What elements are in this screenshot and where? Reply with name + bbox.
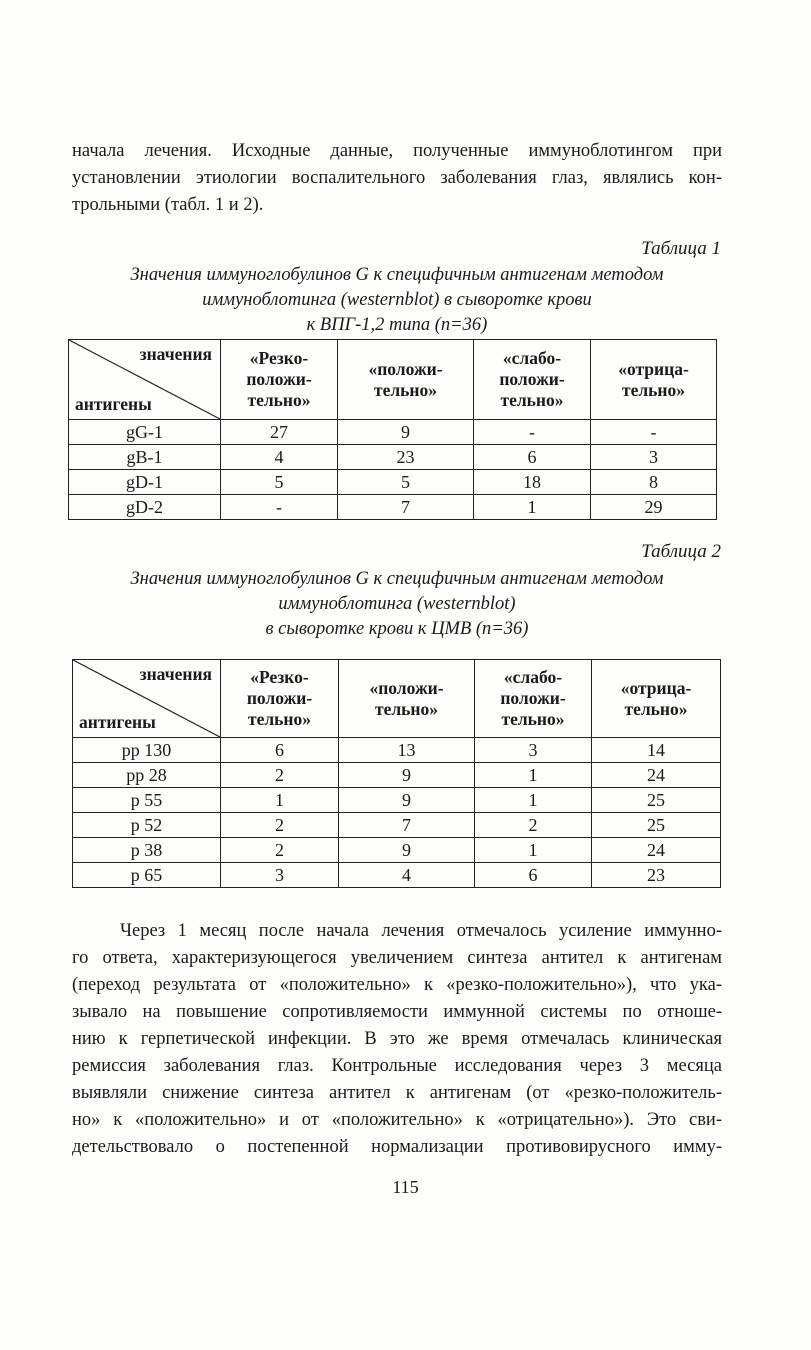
column-header-line: «слабо- <box>502 348 562 368</box>
column-header-line: тельно» <box>374 698 439 719</box>
table1 <box>68 339 717 520</box>
table-cell: gB-1 <box>69 445 221 470</box>
table-cell: 5 <box>221 470 338 495</box>
table-cell: 8 <box>591 470 717 495</box>
body-line: ремиссия заболевания глаз. Контрольные исследования через 3 месяца <box>72 1056 722 1076</box>
table-row <box>73 763 721 788</box>
table-row <box>73 838 721 863</box>
table-cell: 2 <box>221 763 339 788</box>
table-cell: 18 <box>474 470 591 495</box>
column-header <box>474 340 591 420</box>
table-cell: 6 <box>474 445 591 470</box>
caption-line: иммуноблотинга (westernblot) <box>278 594 516 614</box>
table-cell: 1 <box>475 763 592 788</box>
body-line: Через 1 месяц после начала лечения отмечалось усиление иммунно- <box>120 921 722 941</box>
table-cell: gD-1 <box>69 470 221 495</box>
table-cell: pp 130 <box>73 738 221 763</box>
table-cell: 25 <box>592 788 721 813</box>
table-cell: 7 <box>338 495 474 520</box>
table-cell: - <box>591 420 717 445</box>
table2 <box>72 659 721 888</box>
table-cell: 5 <box>338 470 474 495</box>
table-cell: 1 <box>474 495 591 520</box>
column-header-line: «Резко- <box>249 348 309 368</box>
table-row <box>69 420 717 445</box>
table-cell: 9 <box>339 763 475 788</box>
intro-paragraph <box>72 138 722 219</box>
column-header <box>592 660 721 738</box>
intro-line: трольными (табл. 1 и 2). <box>72 195 264 215</box>
column-header-line: тельно» <box>621 379 686 400</box>
table-cell: 2 <box>221 838 339 863</box>
intro-line: установлении этиологии воспалительного заболевания глаз, являлись кон- <box>72 168 722 188</box>
table-cell: 13 <box>339 738 475 763</box>
column-header-line: положи- <box>499 369 565 389</box>
table1-corner-header <box>69 340 221 420</box>
column-header-line: положи- <box>246 369 312 389</box>
table-cell: 6 <box>221 738 339 763</box>
table-cell: 23 <box>338 445 474 470</box>
table-cell: 24 <box>592 838 721 863</box>
column-header-line: тельно» <box>500 390 564 410</box>
intro-line: начала лечения. Исходные данные, полученные иммуноблотингом при <box>72 141 722 161</box>
table-cell: 25 <box>592 813 721 838</box>
table-cell: p 65 <box>73 863 221 888</box>
table1-caption <box>72 263 722 338</box>
table-row <box>73 813 721 838</box>
column-header <box>338 340 474 420</box>
table-cell: p 55 <box>73 788 221 813</box>
table2-caption <box>72 567 722 642</box>
column-header <box>591 340 717 420</box>
body-paragraph <box>72 918 722 1161</box>
column-header-line: «положи- <box>368 358 443 379</box>
table-cell: 1 <box>475 788 592 813</box>
column-header-line: положи- <box>500 688 566 708</box>
table-cell: 4 <box>221 445 338 470</box>
caption-line: Значения иммуноглобулинов G к специфичным антигенам методом <box>130 265 664 285</box>
table-cell: 29 <box>591 495 717 520</box>
table-row <box>69 495 717 520</box>
page-number: 115 <box>392 1177 419 1197</box>
caption-line: в сыворотке крови к ЦМВ (n=36) <box>265 619 529 639</box>
table-row <box>69 445 717 470</box>
table-cell: 27 <box>221 420 338 445</box>
table-cell: gD-2 <box>69 495 221 520</box>
body-line: но» к «положительно» и от «положительно» к «отрицательно»). Это сви- <box>72 1110 722 1130</box>
column-header-line: тельно» <box>247 709 312 729</box>
table2-corner-header <box>73 660 221 738</box>
column-header-line: положи- <box>246 688 313 708</box>
table-cell: 2 <box>475 813 592 838</box>
table-cell: 14 <box>592 738 721 763</box>
column-header-line: тельно» <box>373 379 438 400</box>
column-header-line: «положи- <box>369 677 444 698</box>
table-cell: 6 <box>475 863 592 888</box>
table-cell: p 52 <box>73 813 221 838</box>
table-cell: pp 28 <box>73 763 221 788</box>
caption-line: к ВПГ-1,2 типа (n=36) <box>306 315 488 335</box>
corner-bottom-label: антигены <box>75 394 152 414</box>
table-cell: 7 <box>339 813 475 838</box>
table-cell: gG-1 <box>69 420 221 445</box>
table-cell: 1 <box>475 838 592 863</box>
body-line: выявляли снижение синтеза антител к антигенам (от «резко-положитель- <box>72 1083 722 1103</box>
body-line: детельствовало о постепенной нормализации противовирусного имму- <box>72 1137 722 1157</box>
table-cell: 9 <box>339 788 475 813</box>
body-line: зывало на повышение сопротивляемости иммунной системы по отноше- <box>72 1002 722 1022</box>
table-cell: p 38 <box>73 838 221 863</box>
body-line: (переход результата от «положительно» к «резко-положительно»), что ука- <box>72 975 722 995</box>
caption-line: иммуноблотинга (westernblot) в сыворотке крови <box>202 290 592 310</box>
table-row <box>73 738 721 763</box>
table1-label: Таблица 1 <box>641 238 721 259</box>
table-cell: 23 <box>592 863 721 888</box>
body-line: нию к герпетической инфекции. В это же время отмечалась клиническая <box>72 1029 722 1049</box>
table-cell: - <box>474 420 591 445</box>
table-cell: - <box>221 495 338 520</box>
table-cell: 24 <box>592 763 721 788</box>
table2-label: Таблица 2 <box>641 541 721 562</box>
caption-line: Значения иммуноглобулинов G к специфичным антигенам методом <box>130 569 664 589</box>
column-header-line: тельно» <box>501 709 565 729</box>
column-header-line: «отрица- <box>620 677 692 698</box>
table-cell: 3 <box>221 863 339 888</box>
table-cell: 1 <box>221 788 339 813</box>
column-header-line: тельно» <box>624 698 688 719</box>
corner-top-label: значения <box>139 664 212 684</box>
column-header-line: «отрица- <box>618 358 689 379</box>
column-header <box>475 660 592 738</box>
table-row <box>69 470 717 495</box>
column-header <box>221 340 338 420</box>
table-cell: 2 <box>221 813 339 838</box>
corner-top-label: значения <box>139 344 212 364</box>
table-cell: 9 <box>339 838 475 863</box>
table-cell: 3 <box>591 445 717 470</box>
column-header <box>221 660 339 738</box>
table-cell: 9 <box>338 420 474 445</box>
corner-bottom-label: антигены <box>79 712 156 732</box>
body-line: го ответа, характеризующегося увеличением синтеза антител к антигенам <box>72 948 722 968</box>
table-cell: 4 <box>339 863 475 888</box>
column-header-line: тельно» <box>247 390 311 410</box>
column-header-line: «слабо- <box>503 667 563 687</box>
table-row <box>73 788 721 813</box>
table-row <box>73 863 721 888</box>
table-cell: 3 <box>475 738 592 763</box>
column-header <box>339 660 475 738</box>
column-header-line: «Резко- <box>250 667 309 687</box>
